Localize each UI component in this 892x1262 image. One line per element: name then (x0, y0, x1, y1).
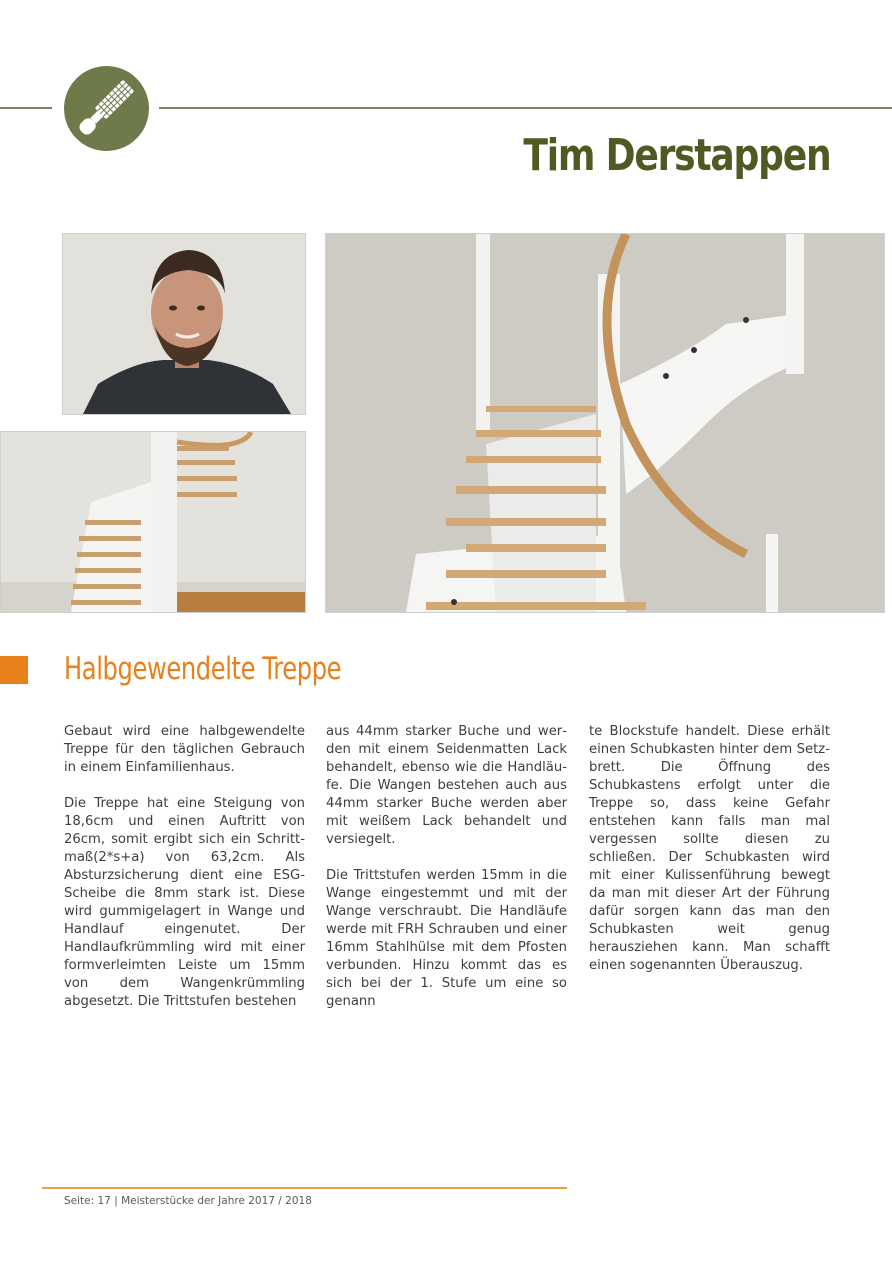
page-footer: Seite: 17 | Meisterstücke der Jahre 2017 / 2018 (64, 1195, 312, 1207)
header-rule-right (159, 107, 892, 109)
section-marker (0, 656, 28, 684)
header-rule-left (0, 107, 52, 109)
portrait-photo (62, 233, 306, 415)
staircase-side-photo (0, 431, 306, 613)
body-column-1: Gebaut wird eine halbgewendelte Treppe für den täglichen Gebrauch in einem Einfamilienhaus. Die Treppe hat eine Steigung von 18,6cm und einen Auftritt von 26cm, somit ergibt sich ein Schrittmaß(2*s+a) von 63,2cm. Als Absturzsicherung dient eine ESG-Scheibe die 8mm stark ist. Diese wird gummigelagert in Wange und Handlauf eingenutet. Der Handlaufkrümmling wird mit einer formverleimten Leiste um 15mm von dem Wangenkrümmling abgesetzt. Die Trittstufen bestehen (64, 724, 305, 1009)
footer-rule (42, 1187, 567, 1189)
staircase-front-photo (325, 233, 885, 613)
author-name: Tim Derstappen (522, 130, 830, 181)
body-column-2: aus 44mm starker Buche und werden mit einem Seidenmatten Lack behandelt, ebenso wie die Handläufe. Die Wangen bestehen auch aus 44mm starker Buche werden aber mit weißem Lack behandelt und versiegelt. Die Trittstufen werden 15mm in die Wange eingestemmt und mit der Wange verschraubt. Die Handläufe werde mit FRH Schrauben und einer 16mm Stahlhülse mit dem Pfosten verbunden. Hinzu kommt das es sich bei der 1. Stufe um eine so genann (326, 724, 567, 1009)
section-title: Halbgewendelte Treppe (64, 651, 342, 687)
file-tool-icon (64, 66, 149, 151)
category-badge (64, 66, 149, 151)
body-column-3: te Blockstufe handelt. Diese erhält einen Schubkasten hinter dem Setzbrett. Die Öffnung des Schubkastens erfolgt unter die Treppe so, dass keine Gefahr entstehen kann falls man mal vergessen sollte diesen zu schließen. Der Schubkasten wird mit einer Kulissenführung bewegt da man mit dieser Art der Führung dafür sorgen kann das man den Schubkasten weit genug herausziehen kann. Man schafft einen sogenannten Überauszug. (589, 724, 830, 973)
